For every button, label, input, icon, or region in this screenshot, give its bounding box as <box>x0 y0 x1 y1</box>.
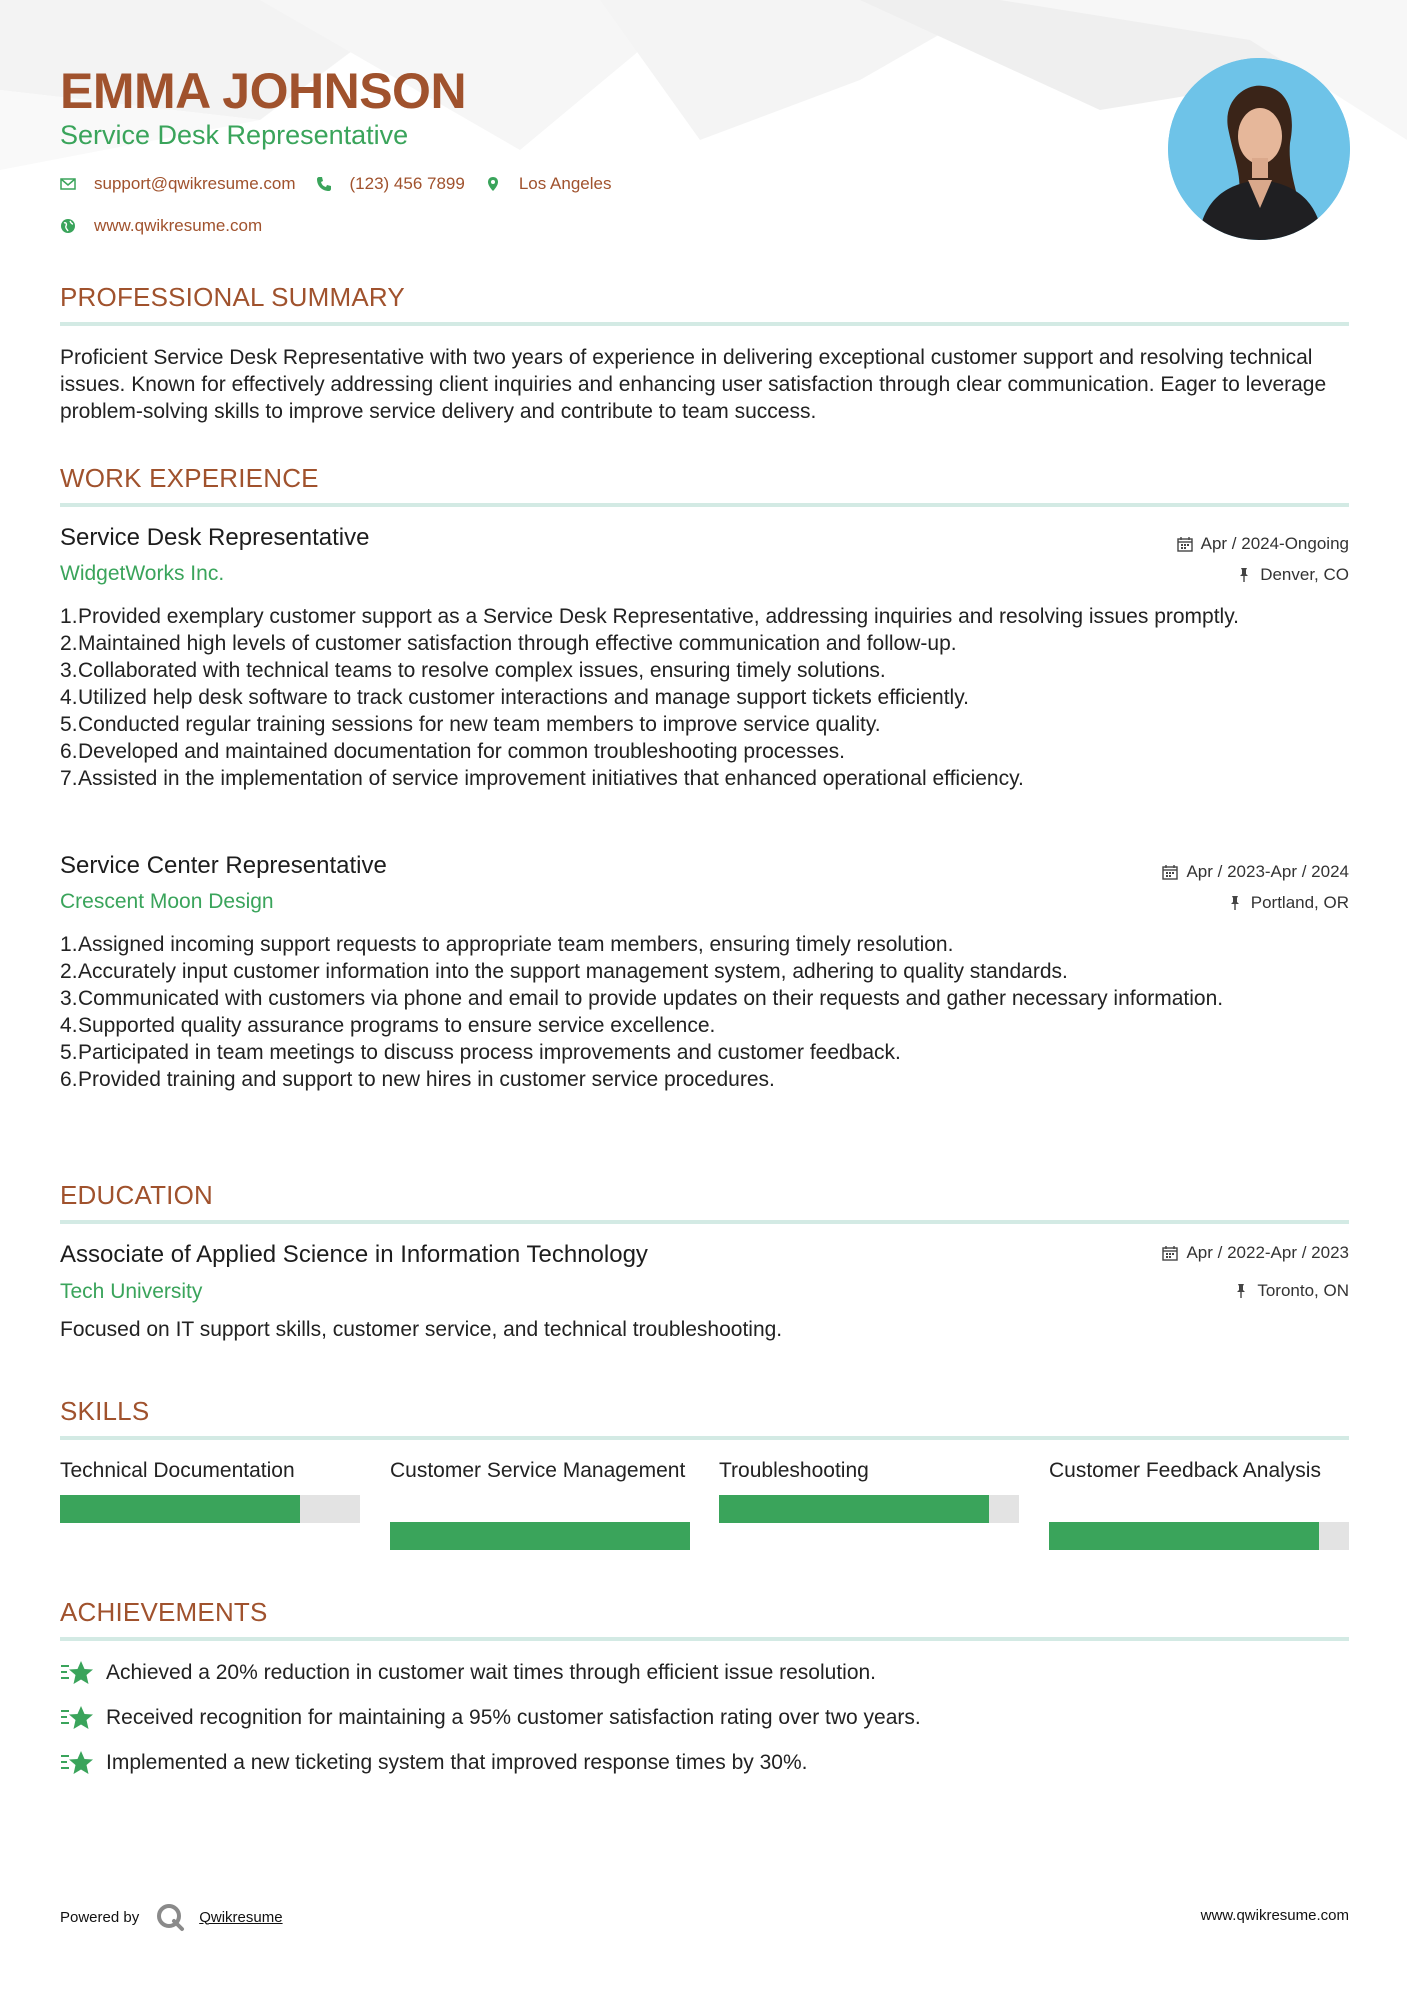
phone-icon <box>316 176 332 192</box>
footer-website-link[interactable]: www.qwikresume.com <box>1200 1907 1349 1924</box>
list-item: Provided training and support to new hires in customer service procedures. <box>78 1068 775 1091</box>
skill-name: Customer Service Management <box>390 1459 686 1482</box>
list-item: Participated in team meetings to discuss process improvements and customer feedback. <box>78 1041 901 1064</box>
skill-level-bar <box>1049 1522 1349 1550</box>
envelope-icon <box>60 176 76 192</box>
job-company: Crescent Moon Design <box>60 890 274 913</box>
job-dates-text: Apr / 2024-Ongoing <box>1200 534 1349 553</box>
achievement-item <box>60 1704 921 1732</box>
section-title-experience: WORK EXPERIENCE <box>60 463 319 493</box>
section-divider <box>60 322 1349 326</box>
list-item: Collaborated with technical teams to resolve complex issues, ensuring timely solutions. <box>78 659 886 682</box>
job-title: Service Desk Representative <box>60 524 370 551</box>
list-item: Utilized help desk software to track customer interactions and manage support tickets efficiently. <box>78 686 969 709</box>
job-bullet-list <box>60 931 1349 1093</box>
pushpin-icon <box>1236 567 1252 583</box>
education-location-text: Toronto, ON <box>1257 1281 1349 1300</box>
powered-by-label: Powered by <box>60 1908 140 1926</box>
list-item: Assigned incoming support requests to appropriate team members, ensuring timely resolution. <box>78 933 954 956</box>
skill-level-bar <box>390 1522 690 1550</box>
avatar <box>1168 58 1350 240</box>
list-item: Communicated with customers via phone and email to provide updates on their requests and gather necessary information. <box>78 987 1224 1010</box>
list-item: Conducted regular training sessions for new team members to improve service quality. <box>78 713 881 736</box>
contact-email-text: support@qwikresume.com <box>94 174 296 193</box>
brand-link[interactable]: Qwikresume <box>199 1908 283 1926</box>
pushpin-icon <box>1227 895 1243 911</box>
contact-phone[interactable] <box>316 174 465 194</box>
job-location-text: Portland, OR <box>1250 893 1349 912</box>
education-location <box>1233 1281 1349 1301</box>
pushpin-icon <box>1233 1283 1249 1299</box>
job-dates <box>1177 534 1349 554</box>
section-title-summary: PROFESSIONAL SUMMARY <box>60 282 405 312</box>
job-title: Service Center Representative <box>60 852 387 879</box>
calendar-icon <box>1162 1245 1178 1261</box>
star-icon <box>60 1749 94 1777</box>
map-pin-icon <box>485 176 501 192</box>
job-bullet-list <box>60 603 1349 792</box>
skill-name: Troubleshooting <box>719 1459 869 1482</box>
contact-phone-text: (123) 456 7899 <box>349 174 465 193</box>
skill-item <box>1049 1457 1349 1484</box>
achievement-item <box>60 1659 876 1687</box>
calendar-icon <box>1162 864 1178 880</box>
summary-text: Proficient Service Desk Representative with two years of experience in delivering exceptional customer support and resolving technical issues. Known for effectively addressing client inquiries and enhancing user satisfaction through clear communication. Eager to leverage problem-solving skills to improve service delivery and contribute to team success. <box>60 346 1327 423</box>
list-item: Provided exemplary customer support as a Service Desk Representative, addressing inquiries and resolving issues promptly. <box>78 605 1239 628</box>
candidate-role: Service Desk Representative <box>60 120 409 150</box>
section-title-skills: SKILLS <box>60 1396 150 1426</box>
list-item: Maintained high levels of customer satisfaction through effective communication and follow-up. <box>78 632 957 655</box>
profile-photo <box>1168 58 1350 240</box>
star-icon <box>60 1704 94 1732</box>
education-description: Focused on IT support skills, customer service, and technical troubleshooting. <box>60 1318 783 1341</box>
skill-item <box>719 1457 1019 1484</box>
skill-name: Technical Documentation <box>60 1459 295 1482</box>
degree-title: Associate of Applied Science in Information Technology <box>60 1241 648 1268</box>
skill-level-bar <box>719 1495 1019 1523</box>
contact-location <box>485 174 612 194</box>
skill-item <box>60 1457 360 1484</box>
skill-level-fill <box>390 1522 690 1550</box>
list-item: Assisted in the implementation of service improvement initiatives that enhanced operational efficiency. <box>78 767 1024 790</box>
achievement-text: Achieved a 20% reduction in customer wait times through efficient issue resolution. <box>106 1661 877 1684</box>
section-divider <box>60 503 1349 507</box>
section-divider <box>60 1436 1349 1440</box>
job-company: WidgetWorks Inc. <box>60 562 225 585</box>
job-dates-text: Apr / 2023-Apr / 2024 <box>1186 862 1349 881</box>
section-divider <box>60 1220 1349 1224</box>
globe-icon <box>60 218 76 234</box>
skill-level-fill <box>719 1495 989 1523</box>
footer-powered-by <box>60 1902 283 1932</box>
contact-website[interactable] <box>60 216 262 236</box>
calendar-icon <box>1177 536 1193 552</box>
school-name: Tech University <box>60 1280 203 1303</box>
star-icon <box>60 1659 94 1687</box>
job-dates <box>1162 862 1349 882</box>
candidate-name: EMMA JOHNSON <box>60 63 467 119</box>
skill-level-fill <box>1049 1522 1319 1550</box>
list-item: Accurately input customer information into the support management system, adhering to quality standards. <box>78 960 1068 983</box>
section-title-education: EDUCATION <box>60 1180 213 1210</box>
achievement-text: Implemented a new ticketing system that improved response times by 30%. <box>106 1751 808 1774</box>
contact-row-primary <box>60 174 631 194</box>
job-location-text: Denver, CO <box>1260 565 1349 584</box>
contact-location-text: Los Angeles <box>518 174 612 193</box>
education-dates-text: Apr / 2022-Apr / 2023 <box>1186 1243 1349 1262</box>
list-item: Supported quality assurance programs to ensure service excellence. <box>78 1014 716 1037</box>
job-location <box>1227 893 1349 913</box>
section-divider <box>60 1637 1349 1641</box>
contact-email[interactable] <box>60 174 296 194</box>
skill-item <box>390 1457 690 1484</box>
qwikresume-logo-icon <box>155 1902 185 1932</box>
education-dates <box>1162 1243 1349 1263</box>
list-item: Developed and maintained documentation for common troubleshooting processes. <box>78 740 845 763</box>
contact-row-secondary <box>60 216 282 236</box>
contact-website-text: www.qwikresume.com <box>94 216 263 235</box>
skill-level-fill <box>60 1495 300 1523</box>
achievement-text: Received recognition for maintaining a 95% customer satisfaction rating over two years. <box>106 1706 921 1729</box>
skill-name: Customer Feedback Analysis <box>1049 1459 1321 1482</box>
section-title-achievements: ACHIEVEMENTS <box>60 1597 268 1627</box>
skill-level-bar <box>60 1495 360 1523</box>
achievement-item <box>60 1749 808 1777</box>
job-location <box>1236 565 1349 585</box>
